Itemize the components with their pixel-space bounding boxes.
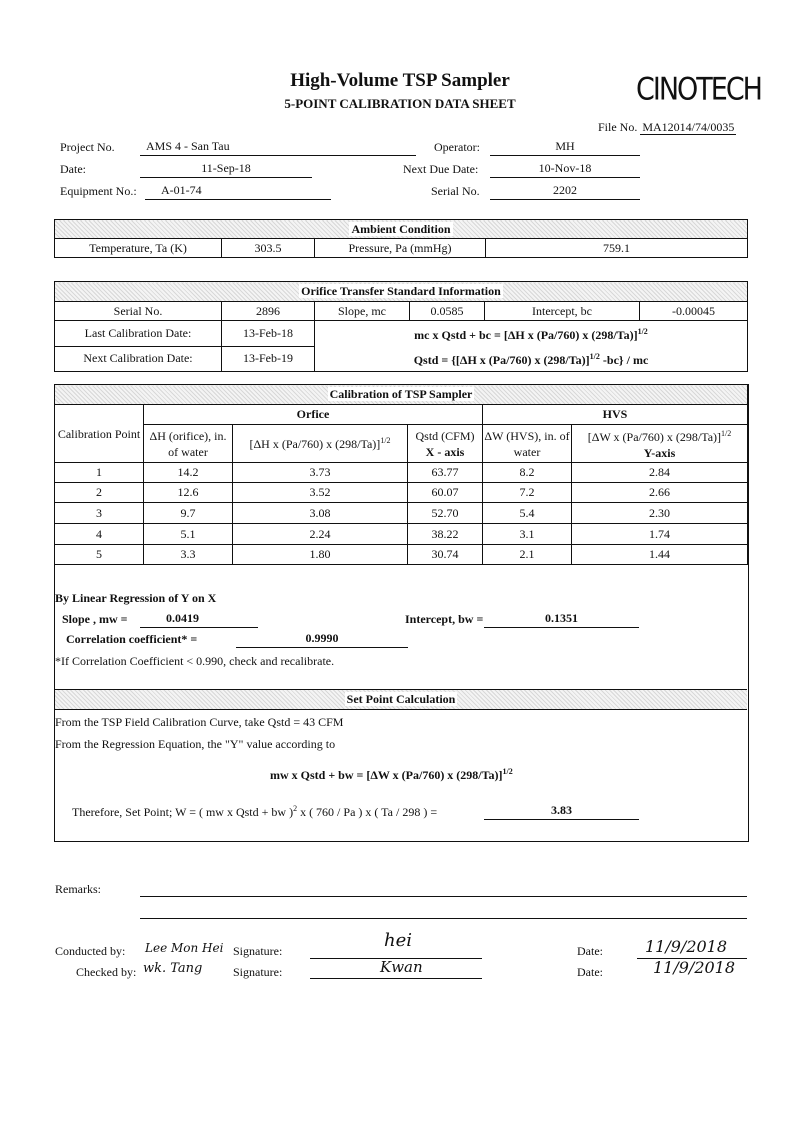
- cell-point: 5: [55, 545, 144, 565]
- table-row: [55, 463, 748, 483]
- cell-qstd: 60.07: [408, 483, 483, 503]
- file-number-value: MA12014/74/0035: [642, 120, 735, 134]
- group-hvs: HVS: [483, 405, 748, 425]
- date-label: Date:: [60, 162, 86, 176]
- setpoint-value: 3.83: [484, 803, 639, 820]
- table-row: [55, 483, 748, 503]
- col-dw-corr: [ΔW x (Pa/760) x (298/Ta)]$^{1/2}$ Y-axis: [572, 425, 748, 463]
- equipment-value: A-01-74: [145, 183, 331, 200]
- cell-point: 4: [55, 524, 144, 545]
- orifice-formulas: [315, 321, 748, 372]
- serial-value: 2202: [490, 183, 640, 200]
- cell-dw: 7.2: [483, 483, 572, 503]
- operator-label: Operator:: [434, 140, 480, 154]
- orifice-serial-label: Serial No.: [55, 302, 222, 321]
- orifice-intercept-label: Intercept, bc: [485, 302, 640, 321]
- pressure-value: 759.1: [486, 239, 748, 258]
- cell-dh: 14.2: [144, 463, 233, 483]
- cell-point: 3: [55, 503, 144, 524]
- next-due-value: 10-Nov-18: [490, 161, 640, 178]
- ambient-header: Ambient Condition: [55, 220, 748, 239]
- cell-dh-corr: 1.80: [233, 545, 408, 565]
- signature-1: hei: [384, 930, 413, 951]
- temperature-value: 303.5: [222, 239, 315, 258]
- sheet-title: High-Volume TSP Sampler: [290, 70, 510, 91]
- table-row: [55, 545, 748, 565]
- setpoint-therefore: Therefore, Set Point; W = ( mw x Qstd + bw )$^2$ x ( 760 / Pa ) x ( Ta / 298 ) =: [72, 804, 438, 819]
- signature-line-2: [310, 978, 482, 979]
- sheet-subtitle: 5-POINT CALIBRATION DATA SHEET: [284, 96, 516, 111]
- signature-label-1: Signature:: [233, 944, 283, 958]
- regression-title: By Linear Regression of Y on X: [55, 591, 217, 605]
- setpoint-line-1: From the TSP Field Calibration Curve, take Qstd = 43 CFM: [55, 715, 344, 729]
- cell-dh-corr: 3.08: [233, 503, 408, 524]
- cell-dw-corr: 1.74: [572, 524, 748, 545]
- regression-intercept-label: Intercept, bw =: [405, 612, 484, 626]
- conducted-by-label: Conducted by:: [55, 944, 126, 958]
- cell-dw: 2.1: [483, 545, 572, 565]
- correlation-note: *If Correlation Coefficient < 0.990, check and recalibrate.: [55, 654, 335, 668]
- cell-point: 1: [55, 463, 144, 483]
- equipment-label: Equipment No.:: [60, 184, 137, 198]
- next-cal-label: Next Calibration Date:: [55, 346, 222, 372]
- ambient-table: [54, 219, 748, 258]
- remarks-line-1: [140, 896, 747, 897]
- signature-2: Kwan: [380, 958, 423, 976]
- orifice-slope-label: Slope, mc: [315, 302, 410, 321]
- cell-dh: 12.6: [144, 483, 233, 503]
- date-value-2: 11/9/2018: [653, 958, 736, 977]
- company-logo: CINOTECH: [636, 71, 761, 108]
- orifice-slope-value: 0.0585: [410, 302, 485, 321]
- cell-dh: 5.1: [144, 524, 233, 545]
- file-number-label: File No.: [598, 120, 638, 134]
- cell-qstd: 38.22: [408, 524, 483, 545]
- date-value-1: 11/9/2018: [645, 937, 728, 956]
- date-value: 11-Sep-18: [140, 161, 312, 178]
- signature-label-2: Signature:: [233, 965, 283, 979]
- calibration-header: Calibration of TSP Sampler: [55, 385, 748, 405]
- col-dh-corr: [ΔH x (Pa/760) x (298/Ta)]$^{1/2}$: [233, 425, 408, 463]
- next-due-label: Next Due Date:: [403, 162, 479, 176]
- file-number: [598, 120, 736, 135]
- next-cal-value: 13-Feb-19: [222, 346, 315, 372]
- cell-dh-corr: 2.24: [233, 524, 408, 545]
- col-calibration-point: Calibration Point: [55, 405, 144, 463]
- orifice-serial-value: 2896: [222, 302, 315, 321]
- temperature-label: Temperature, Ta (K): [55, 239, 222, 258]
- table-row: [55, 524, 748, 545]
- date-label-1: Date:: [577, 944, 603, 958]
- cell-dh: 3.3: [144, 545, 233, 565]
- setpoint-equation: mw x Qstd + bw = [ΔW x (Pa/760) x (298/Ta)]$^{1/2}$: [270, 767, 513, 782]
- calibration-table: [54, 384, 748, 565]
- remarks-line-2: [140, 918, 747, 919]
- setpoint-line-2: From the Regression Equation, the "Y" value according to: [55, 737, 336, 751]
- checked-by-label: Checked by:: [76, 965, 137, 979]
- project-label: Project No.: [60, 140, 115, 154]
- orifice-intercept-value: -0.00045: [640, 302, 748, 321]
- regression-slope-label: Slope , mw =: [62, 612, 128, 626]
- conducted-by-name: Lee Mon Hei: [145, 941, 224, 955]
- correlation-value: 0.9990: [236, 631, 408, 648]
- pressure-label: Pressure, Pa (mmHg): [315, 239, 486, 258]
- serial-label: Serial No.: [431, 184, 480, 198]
- remarks-label: Remarks:: [55, 882, 101, 896]
- last-cal-label: Last Calibration Date:: [55, 321, 222, 347]
- col-dw: ΔW (HVS), in. of water: [483, 425, 572, 463]
- orifice-table: [54, 281, 748, 372]
- correlation-label: Correlation coefficient* =: [66, 632, 198, 646]
- cell-dw: 3.1: [483, 524, 572, 545]
- cell-dw-corr: 2.66: [572, 483, 748, 503]
- cell-dw-corr: 1.44: [572, 545, 748, 565]
- cell-dw: 5.4: [483, 503, 572, 524]
- checked-by-name: wk. Tang: [143, 961, 203, 976]
- project-value: AMS 4 - San Tau: [140, 139, 416, 156]
- orifice-header: Orifice Transfer Standard Information: [55, 282, 748, 302]
- cell-dw-corr: 2.30: [572, 503, 748, 524]
- cell-qstd: 30.74: [408, 545, 483, 565]
- cell-qstd: 52.70: [408, 503, 483, 524]
- setpoint-header: Set Point Calculation: [55, 689, 747, 710]
- cell-dh-corr: 3.73: [233, 463, 408, 483]
- operator-value: MH: [490, 139, 640, 156]
- table-row: [55, 503, 748, 524]
- regression-slope-value: 0.0419: [140, 611, 258, 628]
- cell-dh: 9.7: [144, 503, 233, 524]
- regression-intercept-value: 0.1351: [484, 611, 639, 628]
- cell-dw: 8.2: [483, 463, 572, 483]
- last-cal-value: 13-Feb-18: [222, 321, 315, 347]
- orifice-formula-1: mc x Qstd + bc = [ΔH x (Pa/760) x (298/Ta)]$^{1/2}$: [414, 327, 648, 342]
- col-dh: ΔH (orifice), in. of water: [144, 425, 233, 463]
- orifice-formula-2: Qstd = {[ΔH x (Pa/760) x (298/Ta)]$^{1/2}$ -bc} / mc: [413, 352, 649, 367]
- cell-dh-corr: 3.52: [233, 483, 408, 503]
- cell-qstd: 63.77: [408, 463, 483, 483]
- date-label-2: Date:: [577, 965, 603, 979]
- col-qstd: Qstd (CFM) X - axis: [408, 425, 483, 463]
- cell-point: 2: [55, 483, 144, 503]
- group-orifice: Orfice: [144, 405, 483, 425]
- cell-dw-corr: 2.84: [572, 463, 748, 483]
